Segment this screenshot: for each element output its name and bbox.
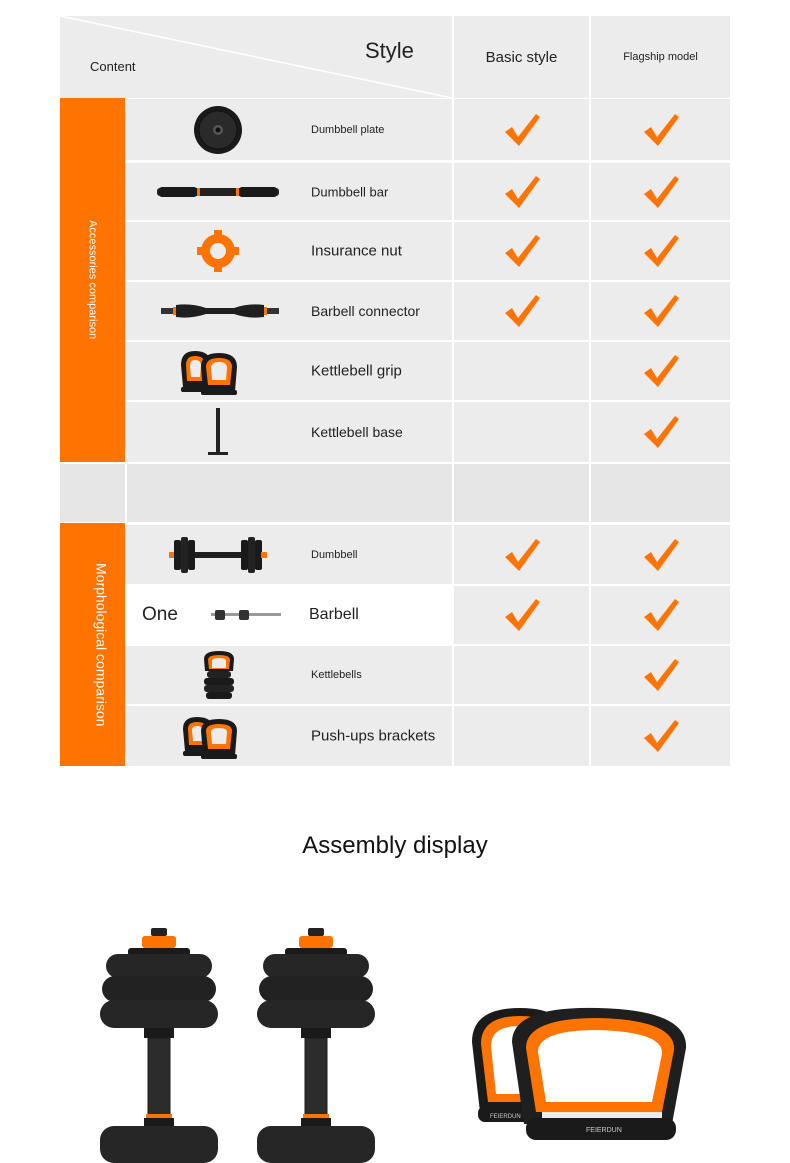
insurance-nut-icon xyxy=(193,229,243,273)
basic-check-icon xyxy=(452,163,589,220)
row-label: Kettlebell grip xyxy=(311,362,402,380)
flagship-check-icon xyxy=(589,222,730,280)
basic-empty-cell xyxy=(452,706,589,766)
dumbbell-icon xyxy=(169,535,267,575)
barbell-connector-icon xyxy=(161,301,279,321)
row-label: Kettlebells xyxy=(311,669,362,681)
push-up-brackets-icon xyxy=(181,713,255,759)
table-row xyxy=(125,704,730,766)
header-content: Content xyxy=(90,59,136,74)
row-label: Dumbbell xyxy=(311,548,358,561)
flagship-check-icon xyxy=(589,706,730,766)
barbell-prefix: One xyxy=(142,604,178,625)
table-row xyxy=(125,523,730,584)
row-label: Push-ups brackets xyxy=(311,727,436,745)
table-row xyxy=(125,340,730,400)
table-row xyxy=(125,161,730,220)
basic-empty-cell xyxy=(452,342,589,400)
table-row xyxy=(125,280,730,340)
table-row xyxy=(125,644,730,704)
kettlebells-icon xyxy=(199,649,239,701)
basic-empty-cell xyxy=(452,402,589,462)
basic-check-icon xyxy=(452,222,589,280)
assembled-dumbbell-image xyxy=(98,928,220,1163)
brand-text-1: FEIERDUN xyxy=(490,1114,521,1120)
assembled-kettlebell-grips-image xyxy=(466,1002,690,1142)
flagship-check-icon xyxy=(589,282,730,340)
row-label: Kettlebell base xyxy=(311,424,403,440)
row-label: Dumbbell plate xyxy=(311,123,385,136)
flagship-check-icon xyxy=(589,99,730,160)
header-basic-style: Basic style xyxy=(452,16,589,98)
dumbbell-plate-icon xyxy=(193,105,243,155)
table-row xyxy=(125,400,730,462)
basic-check-icon xyxy=(452,586,589,644)
row-label: Dumbbell bar xyxy=(311,184,389,199)
table-row xyxy=(125,220,730,280)
barbell-icon xyxy=(211,608,281,622)
row-label: Barbell connector xyxy=(311,303,420,319)
table-row xyxy=(125,98,730,160)
flagship-check-icon xyxy=(589,342,730,400)
header-flagship-model: Flagship model xyxy=(589,16,730,98)
dumbbell-bar-icon xyxy=(157,184,279,200)
group-accessories-label: Accessories comparison xyxy=(86,220,99,340)
group-morphological-comparison xyxy=(60,523,125,766)
flagship-check-icon xyxy=(589,525,730,584)
flagship-check-icon xyxy=(589,586,730,644)
basic-check-icon xyxy=(452,282,589,340)
kettlebell-grip-icon xyxy=(177,347,257,395)
flagship-check-icon xyxy=(589,163,730,220)
spacer-cell xyxy=(60,462,125,522)
assembled-dumbbell-image-2 xyxy=(255,928,377,1163)
table-header xyxy=(60,16,730,98)
row-label: Insurance nut xyxy=(311,242,402,260)
flagship-check-icon xyxy=(589,402,730,462)
table-row xyxy=(125,584,730,644)
assembly-title: Assembly display xyxy=(302,832,488,859)
basic-empty-cell xyxy=(452,646,589,704)
kettlebell-base-icon xyxy=(208,408,228,456)
flagship-check-icon xyxy=(589,646,730,704)
header-style: Style xyxy=(365,38,414,63)
basic-check-icon xyxy=(452,99,589,160)
basic-check-icon xyxy=(452,525,589,584)
group-accessories-comparison xyxy=(60,98,125,462)
spacer-row xyxy=(125,462,730,522)
group-morphological-label: Morphological comparison xyxy=(93,562,110,727)
brand-text-2: FEIERDUN xyxy=(586,1127,622,1134)
row-label: Barbell xyxy=(309,606,359,623)
